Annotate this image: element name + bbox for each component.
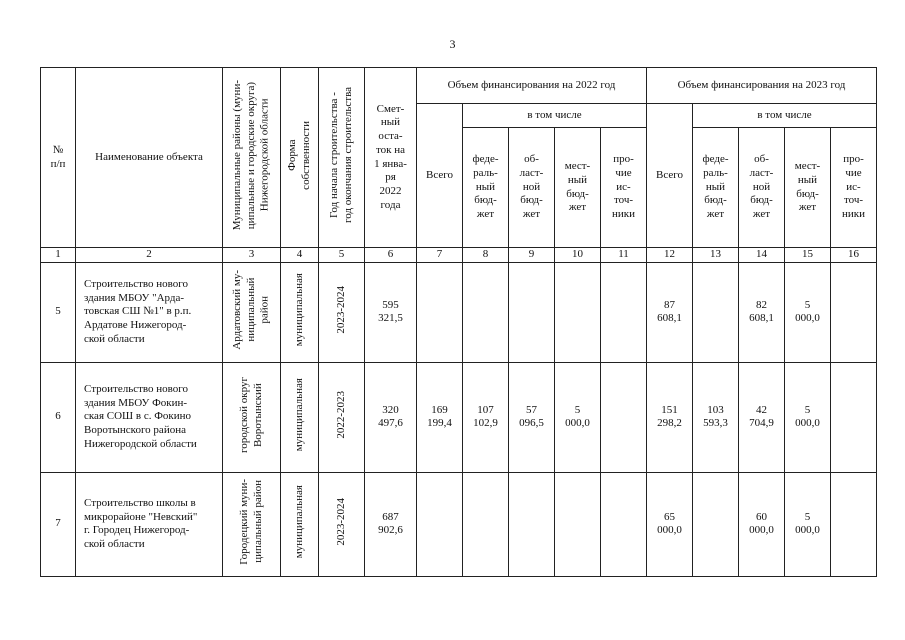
- row-ownership: [281, 362, 319, 472]
- header-2023-total: Всего: [647, 104, 693, 248]
- header-2023-federal: феде- раль- ный бюд- жет: [693, 128, 739, 248]
- row-district: [223, 362, 281, 472]
- column-number: 3: [223, 248, 281, 263]
- column-number: 6: [365, 248, 417, 263]
- table-row: [41, 262, 877, 362]
- table-body: [41, 262, 877, 576]
- row-name: Строительство нового здания МБОУ "Арда- товская СШ №1" в р.п. Ардатове Нижегород- ской области: [76, 262, 223, 362]
- row-num: 7: [41, 472, 76, 576]
- row-2022-regional: [509, 262, 555, 362]
- header-district: [223, 68, 281, 248]
- column-number: 4: [281, 248, 319, 263]
- header-num: № п/п: [41, 68, 76, 248]
- column-number: 14: [739, 248, 785, 263]
- row-2023-other: [831, 472, 877, 576]
- row-2022-total: [417, 262, 463, 362]
- header-years: [319, 68, 365, 248]
- row-2023-total: 87 608,1: [647, 262, 693, 362]
- row-years-text: 2023-2024: [334, 498, 347, 546]
- row-2023-regional: 60 000,0: [739, 472, 785, 576]
- row-2022-federal: [463, 262, 509, 362]
- row-2023-local: 5 000,0: [785, 472, 831, 576]
- row-ownership-text: муниципальная: [292, 378, 305, 452]
- row-ownership-text: муниципальная: [292, 273, 305, 347]
- header-2023-local: мест- ный бюд- жет: [785, 128, 831, 248]
- column-number: 11: [601, 248, 647, 263]
- row-years: [319, 262, 365, 362]
- row-2022-federal: [463, 472, 509, 576]
- header-2023-regional: об- ласт- ной бюд- жет: [739, 128, 785, 248]
- row-estimate: 595 321,5: [365, 262, 417, 362]
- header-fin-2022: Объем финансирования на 2022 год: [417, 68, 647, 104]
- column-number: 16: [831, 248, 877, 263]
- header-estimate: Смет- ный оста- ток на 1 янва- ря 2022 года: [365, 68, 417, 248]
- row-2022-total: 169 199,4: [417, 362, 463, 472]
- header-name: Наименование объекта: [76, 68, 223, 248]
- column-number-row: [41, 248, 877, 263]
- row-years: [319, 362, 365, 472]
- row-2023-federal: [693, 262, 739, 362]
- column-number: 9: [509, 248, 555, 263]
- row-2023-regional: 82 608,1: [739, 262, 785, 362]
- row-estimate: 687 902,6: [365, 472, 417, 576]
- header-years-text: Год начала строительства - год окончания строительства: [327, 87, 354, 224]
- row-name: Строительство нового здания МБОУ Фокин- ская СОШ в с. Фокино Воротынского района Нижегородской области: [76, 362, 223, 472]
- row-2023-local: 5 000,0: [785, 362, 831, 472]
- table-header: [41, 68, 877, 263]
- row-ownership: [281, 472, 319, 576]
- row-2022-total: [417, 472, 463, 576]
- row-name: Строительство школы в микрорайоне "Невский" г. Городец Нижегород- ской области: [76, 472, 223, 576]
- column-number: 10: [555, 248, 601, 263]
- header-fin-2023: Объем финансирования на 2023 год: [647, 68, 877, 104]
- row-ownership: [281, 262, 319, 362]
- row-2022-other: [601, 362, 647, 472]
- header-district-text: Муниципальные районы (муни- ципальные и городские округа) Нижегородской области: [230, 80, 271, 231]
- row-2022-local: [555, 262, 601, 362]
- row-years-text: 2022-2023: [334, 391, 347, 439]
- header-2022-incl: в том числе: [463, 104, 647, 128]
- header-2022-total: Всего: [417, 104, 463, 248]
- row-estimate: 320 497,6: [365, 362, 417, 472]
- row-ownership-text: муниципальная: [292, 485, 305, 559]
- header-2022-local: мест- ный бюд- жет: [555, 128, 601, 248]
- row-years-text: 2023-2024: [334, 286, 347, 334]
- row-2023-other: [831, 262, 877, 362]
- row-2023-other: [831, 362, 877, 472]
- row-2023-federal: [693, 472, 739, 576]
- table-row: [41, 362, 877, 472]
- row-2022-other: [601, 472, 647, 576]
- header-2023-incl: в том числе: [693, 104, 877, 128]
- row-num: 6: [41, 362, 76, 472]
- header-2023-other: про- чие ис- точ- ники: [831, 128, 877, 248]
- row-2022-local: 5 000,0: [555, 362, 601, 472]
- financing-table: [40, 67, 877, 577]
- table-row: [41, 472, 877, 576]
- row-2022-other: [601, 262, 647, 362]
- header-ownership-text: Форма собственности: [285, 120, 312, 190]
- row-years: [319, 472, 365, 576]
- row-2022-regional: 57 096,5: [509, 362, 555, 472]
- row-district-text: Городецкий муни- ципальный район: [237, 479, 264, 565]
- row-2023-total: 65 000,0: [647, 472, 693, 576]
- row-district-text: Ардатовский му- ниципальный район: [230, 270, 271, 350]
- row-2023-total: 151 298,2: [647, 362, 693, 472]
- header-2022-regional: об- ласт- ной бюд- жет: [509, 128, 555, 248]
- row-district: [223, 472, 281, 576]
- row-district-text: городской округ Воротынский: [237, 376, 264, 453]
- row-num: 5: [41, 262, 76, 362]
- column-number: 2: [76, 248, 223, 263]
- column-number: 8: [463, 248, 509, 263]
- column-number: 7: [417, 248, 463, 263]
- header-2022-federal: феде- раль- ный бюд- жет: [463, 128, 509, 248]
- header-ownership: [281, 68, 319, 248]
- header-2022-other: про- чие ис- точ- ники: [601, 128, 647, 248]
- column-number: 12: [647, 248, 693, 263]
- row-2022-local: [555, 472, 601, 576]
- row-2023-regional: 42 704,9: [739, 362, 785, 472]
- row-2023-federal: 103 593,3: [693, 362, 739, 472]
- row-2022-regional: [509, 472, 555, 576]
- page-number: 3: [449, 37, 456, 51]
- column-number: 5: [319, 248, 365, 263]
- column-number: 1: [41, 248, 76, 263]
- row-district: [223, 262, 281, 362]
- row-2022-federal: 107 102,9: [463, 362, 509, 472]
- column-number: 15: [785, 248, 831, 263]
- row-2023-local: 5 000,0: [785, 262, 831, 362]
- column-number: 13: [693, 248, 739, 263]
